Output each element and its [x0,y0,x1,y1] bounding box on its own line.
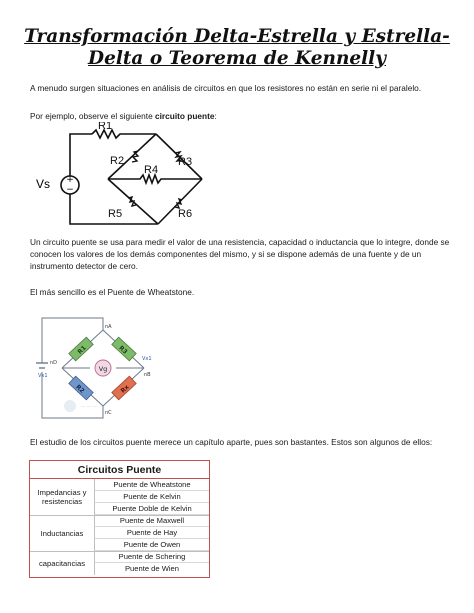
table-cell: Puente de Hay [94,527,209,539]
group-impedancias: Impedancias y resistencias [37,488,87,506]
table-cell: Puente Doble de Kelvin [94,503,209,515]
example-paragraph [30,110,450,122]
r3-label: R3 [178,156,193,168]
r5-label: R5 [108,208,123,220]
r1-resistor [69,337,93,361]
minus-sign: − [66,185,74,195]
wheatstone-bridge-diagram [30,308,170,423]
wheatstone-paragraph: El más sencillo es el Puente de Wheatstone. [30,287,195,297]
intro-paragraph: A menudo surgen situaciones en análisis de circuitos en que los resistores no están en serie ni el paralelo. [30,83,422,93]
vx-left-label: Vx1 [38,373,48,379]
r2-text: R2 [74,383,86,395]
r6-label: R6 [178,208,193,220]
r3-resistor [112,337,136,361]
table-cell: Puente de Kelvin [94,491,209,503]
bridge-circuit-diagram [30,122,220,232]
r4-label: R4 [144,164,159,176]
node-a-label: nA [105,324,112,330]
source-label: Vs [36,177,51,191]
table-header: Circuitos Puente [30,461,209,479]
node-c-label: nC [105,410,112,416]
group-inductancias: Inductancias [40,528,84,538]
page-title: Transformación Delta-Estrella y Estrella-Delta o Teorema de Kennelly [24,26,450,69]
group-capacitancias: capacitancias [38,558,85,568]
table-cell: Puente de Wien [94,563,209,575]
r3-text: R3 [117,344,129,356]
description-paragraph: Un circuito puente se usa para medir el valor de una resistencia, capacidad o inductancia que lo integre, donde se conocen los valores de los demás componentes del mismo, y si se dispone además de una fuente y de un instrumento detector de cero. [30,237,450,271]
node-b-label: nB [144,372,151,378]
table-cell: Puente de Owen [94,539,209,551]
r2-label: R2 [110,155,125,167]
table-cell: Puente de Maxwell [94,515,209,527]
bridge-circuits-table [29,460,210,578]
r1-label: R1 [98,122,113,132]
study-paragraph: El estudio de los circuitos puente merece un capítulo aparte, pues son bastantes. Estos son algunos de ellos: [30,437,433,447]
example-suffix: : [214,111,217,121]
vx-right-label: Vx1 [142,356,152,362]
r2-resistor [69,376,93,400]
svg-text:~~~: ~~~ [80,403,98,411]
plus-sign: + [66,175,74,185]
example-prefix: Por ejemplo, observe el siguiente [30,111,155,121]
table-cell: Puente de Wheatstone [94,479,209,491]
rx-text: Rx [119,383,131,395]
node-d-label: nD [50,360,58,366]
example-highlight: circuito puente [154,111,215,121]
meter-label: Vg [98,365,108,373]
rx-resistor [112,376,136,400]
table-cell: Puente de Schering [94,551,209,563]
r1-text: R1 [76,344,88,356]
